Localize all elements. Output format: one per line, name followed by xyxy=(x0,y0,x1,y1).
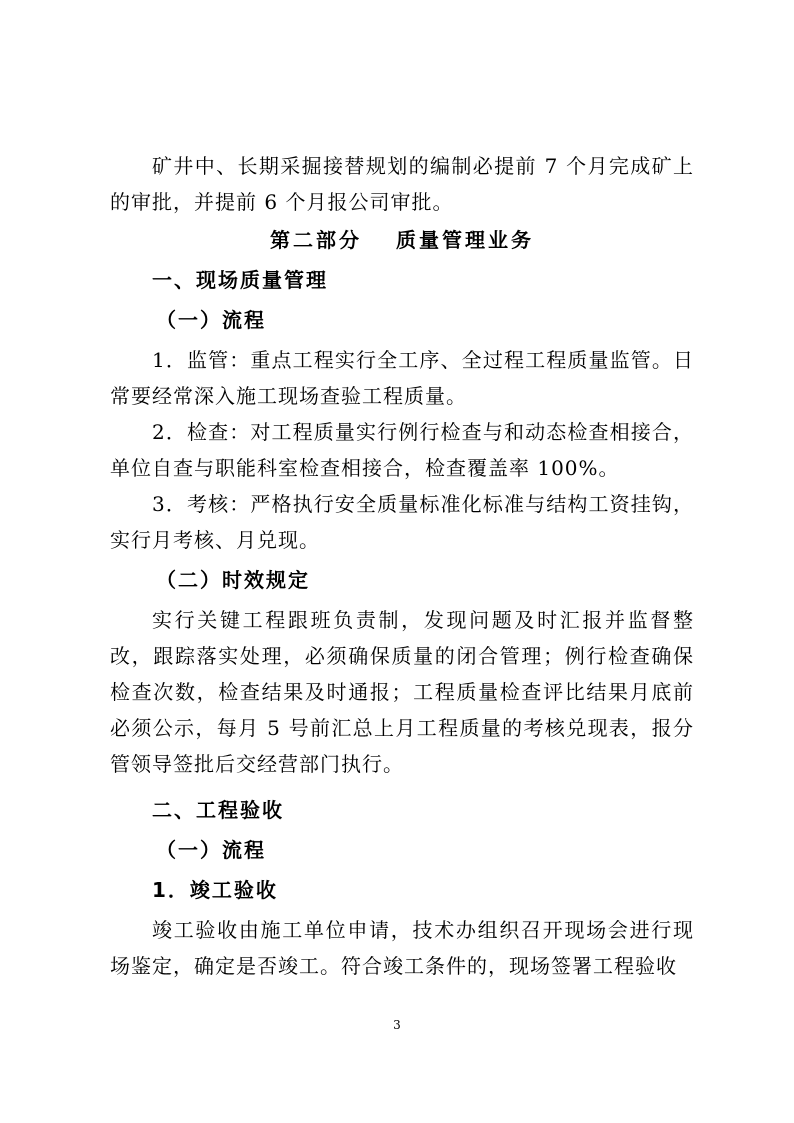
section-heading-acceptance: 二、工程验收 xyxy=(152,798,284,822)
spacer xyxy=(110,782,694,788)
section-heading-site-quality: 一、现场质量管理 xyxy=(152,268,328,292)
paragraph-inspection: 2．检查：对工程质量实行例行检查与和动态检查相接合，单位自查与职能科室检查相接合，检查覆盖率 100%。 xyxy=(110,420,694,480)
document-body xyxy=(110,148,694,984)
paragraph-planning-approval: 矿井中、长期采掘接替规划的编制必提前 7 个月完成矿上的审批，并提前 6 个月报公司审批。 xyxy=(110,154,694,214)
paragraph-timeliness-rules: 实行关键工程跟班负责制，发现问题及时汇报并监督整改，跟踪落实处理，必须确保质量的闭合管理；例行检查确保检查次数，检查结果及时通报；工程质量检查评比结果月底前必须公示，每月 5 号前汇总上月工程质量的考核兑现表，报分管领导签批后交经营部门执行。 xyxy=(110,608,694,776)
subsection-heading-acceptance-process: （一）流程 xyxy=(156,838,266,862)
subsection-heading-timeliness: （二）时效规定 xyxy=(156,568,310,592)
subsection-heading-process: （一）流程 xyxy=(156,308,266,332)
part-title xyxy=(110,222,694,258)
part-title-text: 质量管理业务 xyxy=(396,228,534,252)
page-number: 3 xyxy=(393,1018,401,1032)
part-title-number: 第二部分 xyxy=(270,228,362,252)
paragraph-completion-acceptance: 竣工验收由施工单位申请，技术办组织召开现场会进行现场鉴定，确定是否竣工。符合竣工条件的，现场签署工程验收 xyxy=(110,918,694,978)
paragraph-supervision: 1．监管：重点工程实行全工序、全过程工程质量监管。日常要经常深入施工现场查验工程质量。 xyxy=(110,348,694,408)
item-heading-completion-acceptance: 1．竣工验收 xyxy=(152,878,278,902)
paragraph-assessment: 3．考核：严格执行安全质量标准化标准与结构工资挂钩，实行月考核、月兑现。 xyxy=(110,492,694,552)
